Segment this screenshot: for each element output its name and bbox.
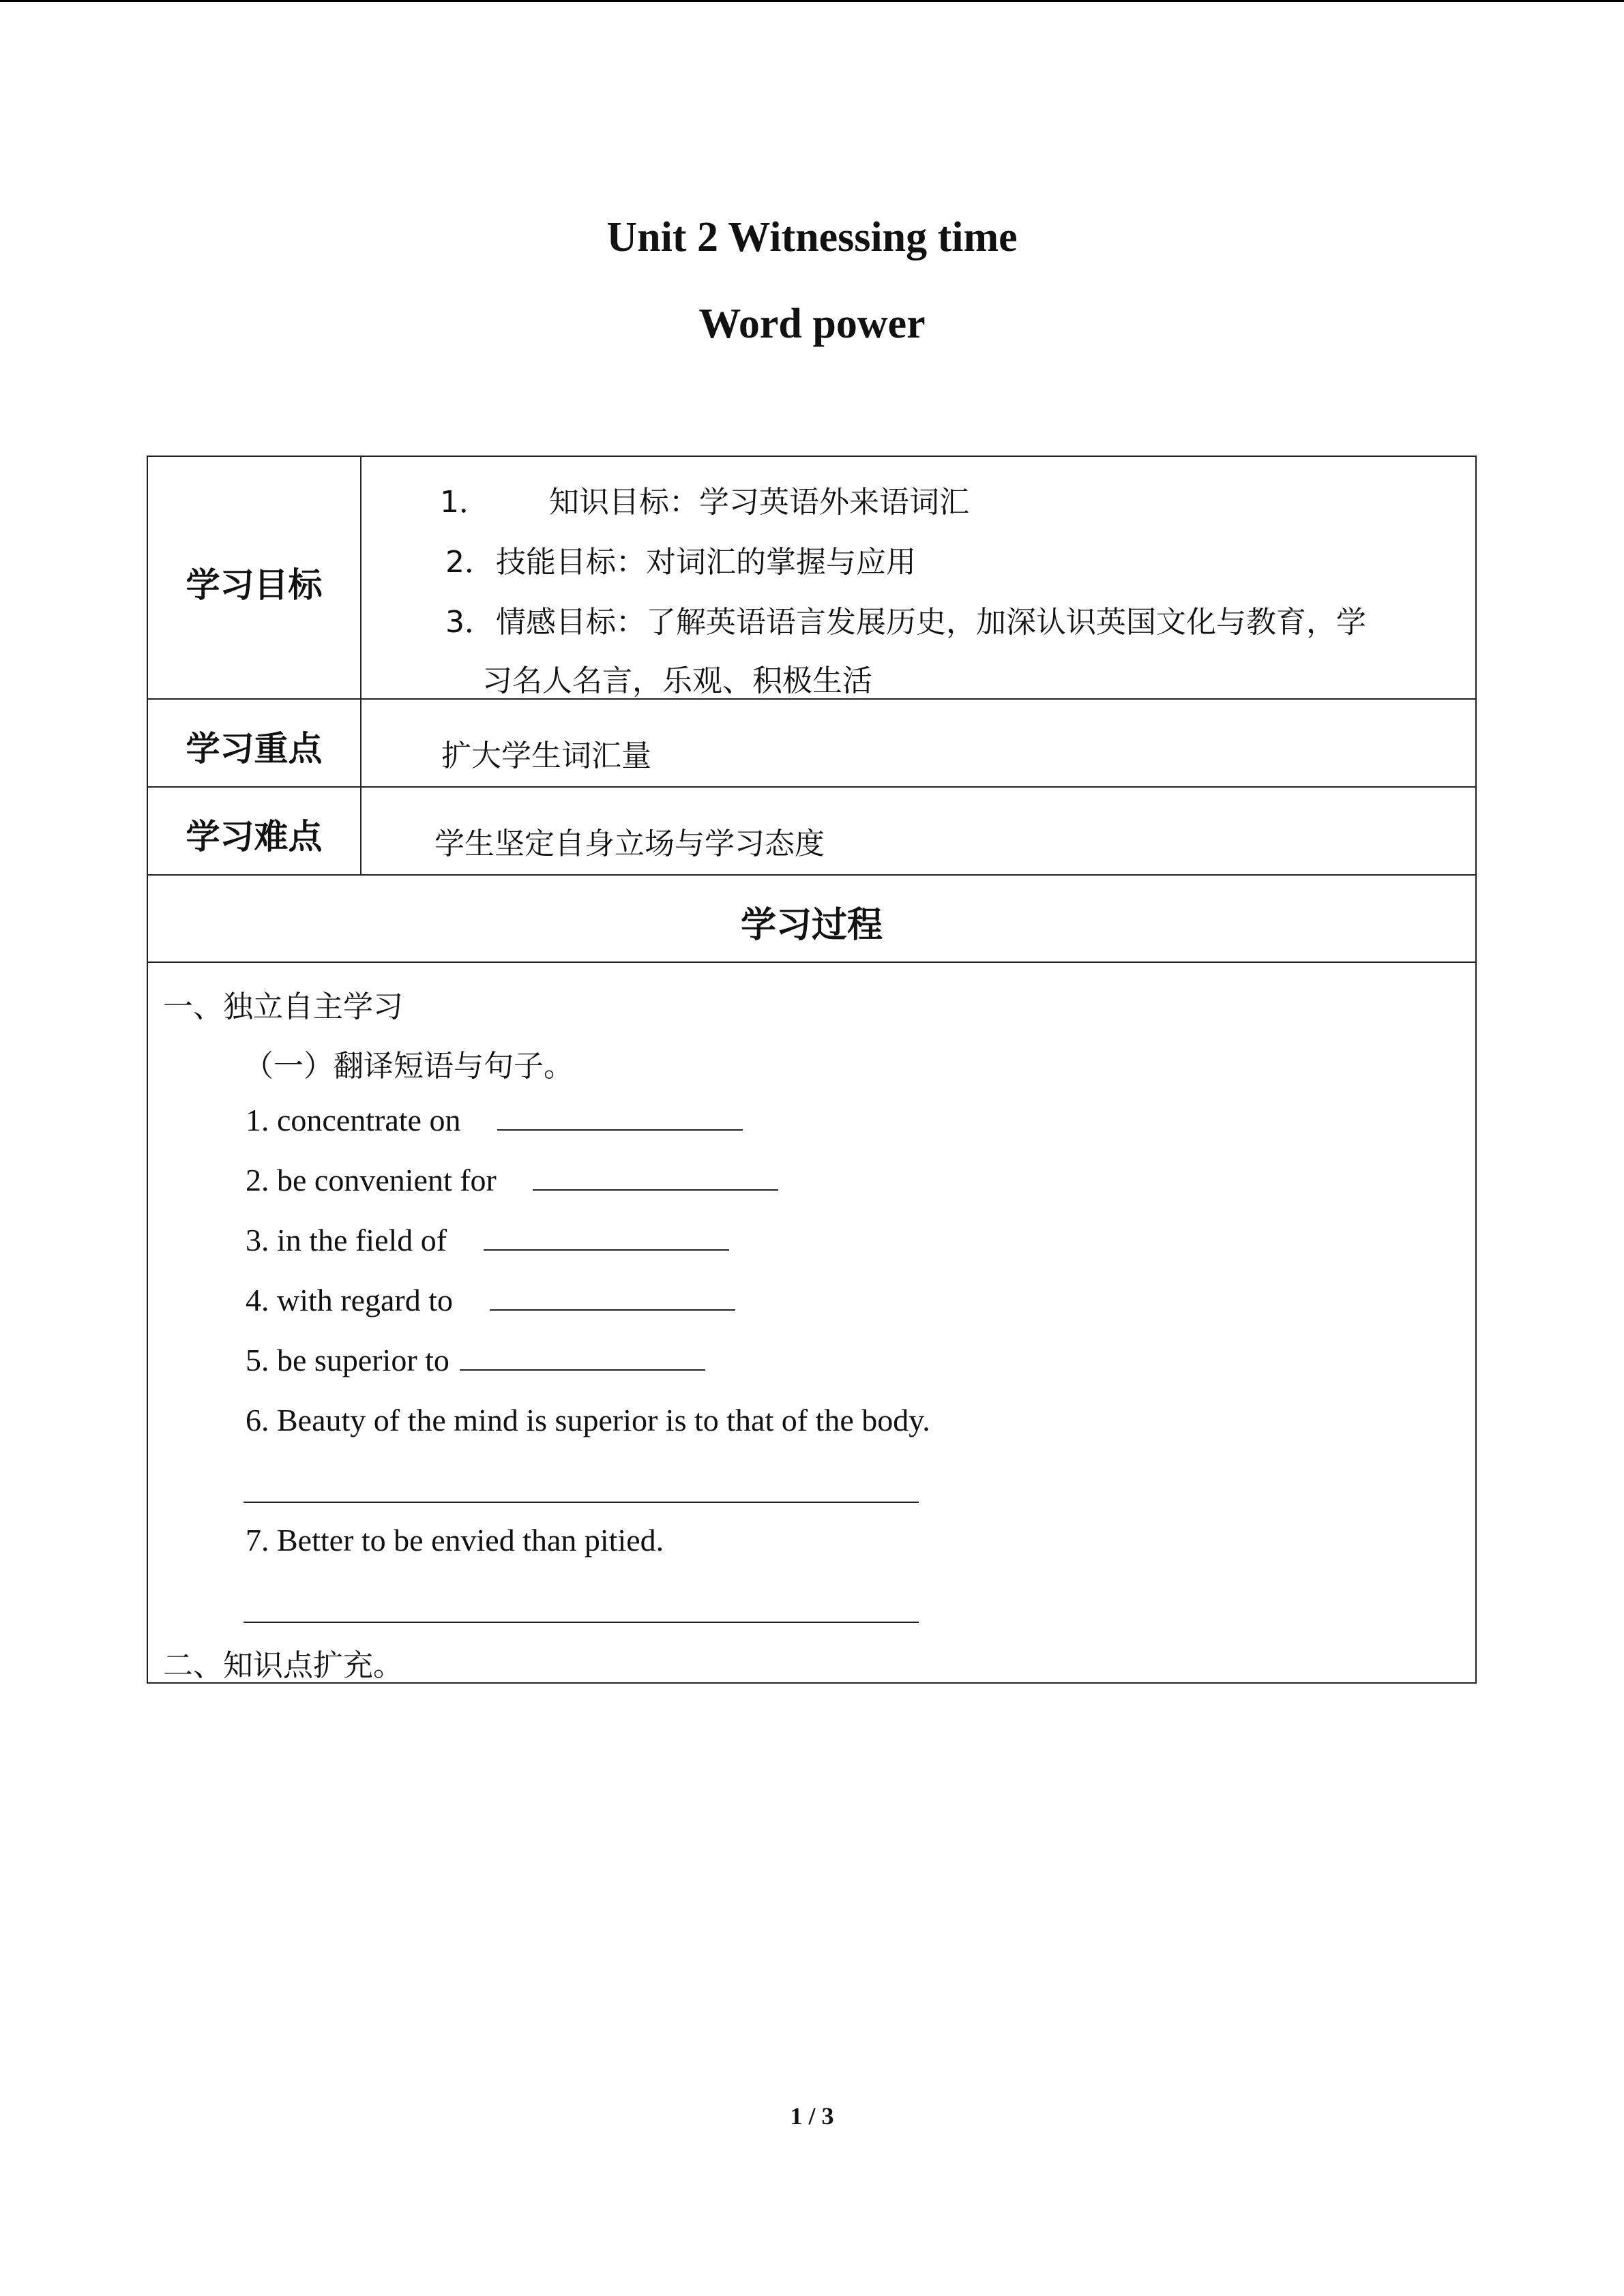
objective-3-text: 情感目标：了解英语语言发展历史，加深认识英国文化与教育，学 <box>496 605 1366 640</box>
answer-line[interactable] <box>243 1622 919 1623</box>
answer-blank[interactable] <box>484 1222 729 1251</box>
answer-blank[interactable] <box>490 1282 735 1311</box>
phrase-item <box>246 1102 743 1138</box>
phrase-text: 3. in the field of <box>246 1223 447 1257</box>
phrase-text: 1. concentrate on <box>246 1103 461 1137</box>
page-number: 1 / 3 <box>790 2102 834 2130</box>
sentence-item: 7. Better to be envied than pitied. <box>246 1523 664 1557</box>
row-divider <box>148 874 1475 876</box>
answer-blank[interactable] <box>497 1102 743 1131</box>
phrase-text: 5. be superior to <box>246 1343 449 1377</box>
objectives-label: 学习目标 <box>186 565 323 605</box>
phrase-item <box>246 1162 778 1198</box>
phrase-text: 4. with regard to <box>246 1283 454 1317</box>
page-subtitle: Word power <box>698 301 926 347</box>
part1-heading: 一、独立自主学习 <box>163 989 403 1024</box>
sentence-item: 6. Beauty of the mind is superior is to that of the body. <box>246 1403 930 1437</box>
objective-2-text: 技能目标：对词汇的掌握与应用 <box>496 545 916 580</box>
page-title: Unit 2 Witnessing time <box>606 214 1018 260</box>
objective-3-continuation: 习名人名言，乐观、积极生活 <box>482 664 872 698</box>
focus-text: 扩大学生词汇量 <box>441 739 651 773</box>
phrase-item <box>246 1282 735 1318</box>
focus-label: 学习重点 <box>186 729 323 769</box>
row-divider <box>148 786 1475 788</box>
objective-2-number: 2． <box>445 545 494 580</box>
part2-heading: 二、知识点扩充。 <box>163 1648 403 1683</box>
process-label: 学习过程 <box>740 905 883 946</box>
column-divider <box>360 457 361 874</box>
page-top-border <box>0 0 1624 2</box>
sub1-heading: （一）翻译短语与句子。 <box>243 1049 574 1084</box>
difficulty-label: 学习难点 <box>186 817 323 856</box>
answer-line[interactable] <box>243 1502 919 1503</box>
lesson-table <box>147 456 1477 1684</box>
row-divider <box>148 961 1475 963</box>
objective-3-number: 3． <box>445 605 494 640</box>
phrase-text: 2. be convenient for <box>246 1163 497 1197</box>
answer-blank[interactable] <box>460 1342 705 1371</box>
phrase-item <box>246 1342 705 1378</box>
objective-1-number: 1． <box>440 485 489 520</box>
difficulty-text: 学生坚定自身立场与学习态度 <box>434 826 825 861</box>
answer-blank[interactable] <box>533 1162 778 1191</box>
phrase-item <box>246 1222 729 1258</box>
objective-1-text: 知识目标：学习英语外来语词汇 <box>549 485 969 520</box>
